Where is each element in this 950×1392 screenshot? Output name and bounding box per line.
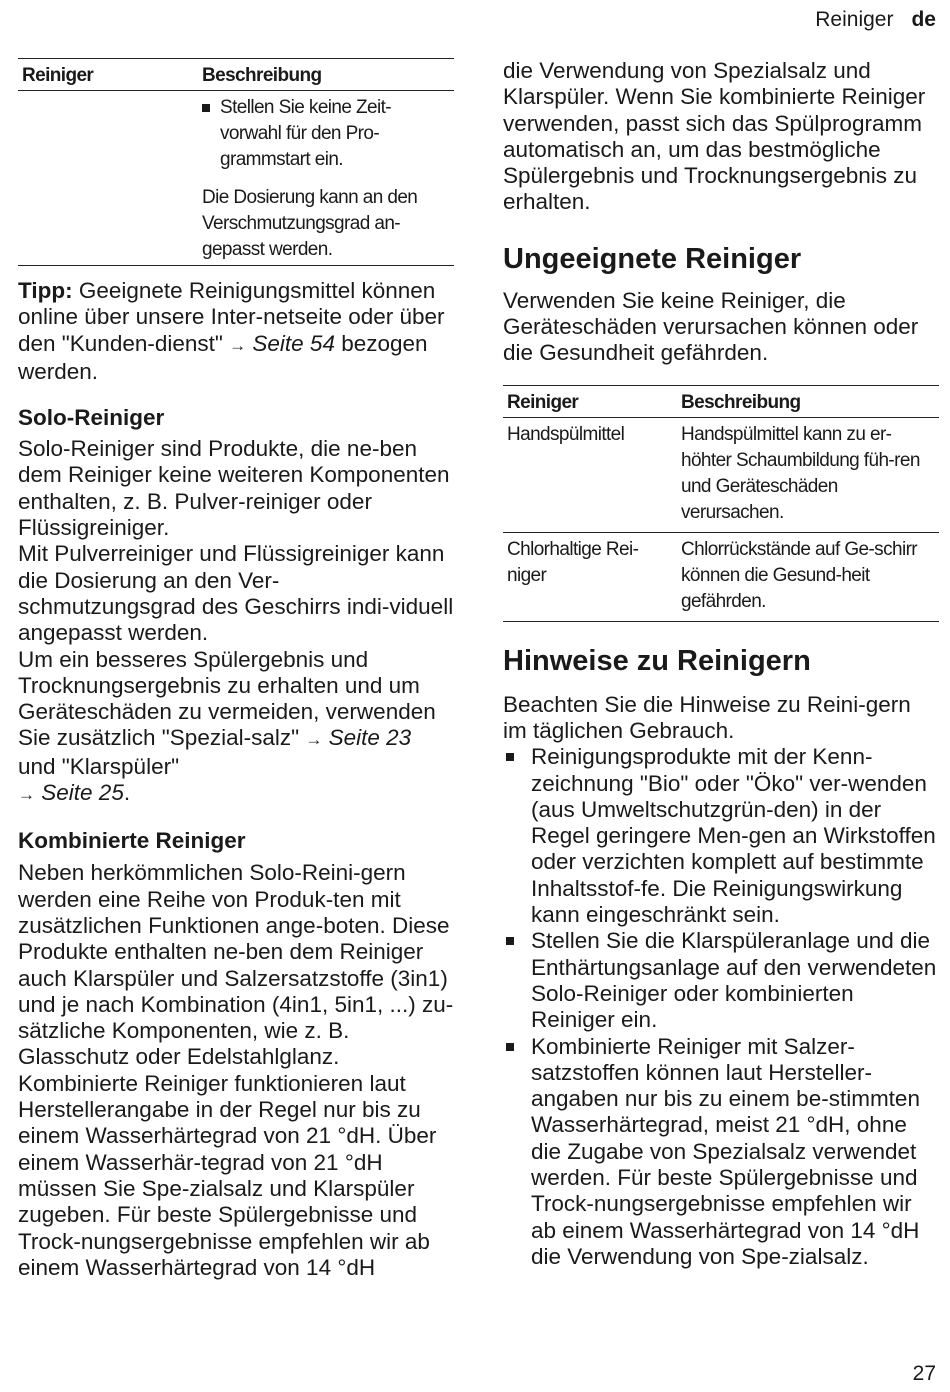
table1-cell-text: Die Dosierung kann an den Verschmutzungsgrad an-gepasst werden. bbox=[198, 181, 454, 266]
hinweise-paragraph: Beachten Sie die Hinweise zu Reini-gern im täglichen Gebrauch. bbox=[503, 691, 911, 743]
table2-row2-name-text: Chlorhaltige Rei-niger bbox=[507, 538, 639, 586]
table2-header-reiniger: Reiniger bbox=[503, 385, 677, 417]
table2-row2-desc: Chlorrückstände auf Ge-schirr können die Gesund-heit gefährden. bbox=[677, 532, 939, 621]
kombi-paragraph-1: Neben herkömmlichen Solo-Reini-gern werden eine Reihe von Produk-ten mit zusätzlichen Funktionen ange-boten. Diese Produkte enthalten ne-ben dem Reiniger auch Klarspüler und Salzersatzstoffe (3in1) und je nach Kombination (4in1, 5in1, ...) zu-sätzliche Komponenten, wie z. B. Glasschutz oder Edelstahlglanz. bbox=[18, 860, 454, 1070]
bullet-square-icon bbox=[202, 104, 210, 112]
table1-cell-empty bbox=[18, 91, 198, 182]
table1-bullet-text: Stellen Sie keine Zeit-vorwahl für den Pro-grammstart ein. bbox=[220, 97, 392, 170]
solo-paragraph-2: Mit Pulverreiniger und Flüssigreiniger kann die Dosierung an den Ver-schmutzungsgrad des Geschirrs indi-viduell angepasst werden. bbox=[18, 541, 454, 646]
solo-paragraph-3 bbox=[18, 647, 454, 809]
table2-row1-desc: Handspülmittel kann zu er-höhter Schaumbildung füh-ren und Geräteschäden verursachen. bbox=[677, 417, 939, 532]
table2-row2-name bbox=[503, 532, 677, 621]
solo-page-ref-1[interactable]: Seite 23 bbox=[328, 725, 412, 751]
arrow-right-icon: → bbox=[229, 335, 247, 355]
tip-label: Tipp: bbox=[18, 278, 73, 303]
table1-header-reiniger: Reiniger bbox=[18, 59, 198, 91]
table2-row1-name: Handspülmittel bbox=[503, 417, 677, 532]
kombi-heading: Kombinierte Reiniger bbox=[18, 828, 246, 854]
kombi-paragraph-2: Kombinierte Reiniger funktionieren laut Herstellerangabe in der Regel nur bis zu einem Wasserhärtegrad von 21 °dH. Über einem Wasserhär-tegrad von 21 °dH müssen Sie Spe-zialsalz und Klarspüler zugeben. Für beste Spülergebnisse und Trock-nungsergebnisse empfehlen wir ab einem Wasserhärtegrad von 14 °dH bbox=[18, 1070, 437, 1280]
list-item: Stellen Sie die Klarspüleranlage und die Enthärtungsanlage auf den verwendeten Solo-Reiniger oder kombinierten Reiniger ein. bbox=[503, 928, 939, 1033]
solo-p3-a: Um ein besseres Spülergebnis und Trocknungsergebnis zu erhalten und um Geräteschäden zu vermeiden, verwenden Sie zusätzlich "Spezial-salz" bbox=[18, 646, 436, 751]
arrow-right-icon: → bbox=[305, 730, 323, 750]
right-column bbox=[503, 58, 939, 1270]
ungeeignet-paragraph: Verwenden Sie keine Reiniger, die Geräteschäden verursachen können oder die Gesundheit gefährden. bbox=[503, 287, 919, 366]
tip-paragraph bbox=[18, 278, 454, 385]
table-row bbox=[503, 417, 939, 532]
running-header bbox=[815, 8, 936, 32]
solo-p3-b: und "Klarspüler" bbox=[18, 753, 180, 779]
solo-page-ref-2[interactable]: Seite 25 bbox=[41, 780, 124, 806]
list-item: Kombinierte Reiniger mit Salzer-satzstoffen können laut Hersteller-angaben nur bis zu einem be-stimmten Wasserhärtegrad, meist 21 °dH, ohne die Zugabe von Spezialsalz verwendet werden. Für beste Spülergebnisse und Trock-nungsergebnisse empfehlen wir ab einem Wasserhärtegrad von 14 °dH die Verwendung von Spe-zialsalz. bbox=[503, 1034, 939, 1271]
continued-paragraph: die Verwendung von Spezialsalz und Klarspüler. Wenn Sie kombinierte Reiniger verwenden, passt sich das Spülprogramm automatisch an, um das bestmögliche Spülergebnis und Trocknungsergebnis zu erhalten. bbox=[503, 58, 926, 215]
solo-paragraph-1: Solo-Reiniger sind Produkte, die ne-ben dem Reiniger keine weiteren Komponenten enthalten, z. B. Pulver-reiniger oder Flüssigreiniger. bbox=[18, 436, 450, 541]
header-section: Reiniger bbox=[815, 8, 894, 31]
tip-page-ref[interactable]: Seite 54 bbox=[252, 330, 335, 356]
table1-cell-empty-2 bbox=[18, 181, 198, 266]
detergent-table-1 bbox=[18, 58, 454, 266]
arrow-right-icon: → bbox=[18, 785, 35, 805]
tip-text: Geeignete Reinigungsmittel können online über unsere Inter-netseite oder über den "Kunden-dienst" bbox=[18, 278, 445, 356]
table1-cell-bullet bbox=[198, 91, 454, 182]
page-number: 27 bbox=[912, 1362, 936, 1385]
table2-header-beschreibung: Beschreibung bbox=[677, 385, 939, 417]
left-column bbox=[18, 58, 454, 1281]
solo-p3-c: . bbox=[123, 780, 131, 806]
list-item: Reinigungsprodukte mit der Kenn-zeichnung "Bio" oder "Öko" ver-wenden (aus Umweltschutzgrün-den) in der Regel geringere Men-gen an Wirkstoffen oder verzichten komplett auf bestimmte Inhaltsstof-fe. Die Reinigungswirkung kann eingeschränkt sein. bbox=[503, 744, 939, 928]
hinweise-list bbox=[503, 744, 939, 1270]
tip-end: bezogen werden. bbox=[18, 330, 428, 384]
hinweise-heading: Hinweise zu Reinigern bbox=[503, 644, 811, 677]
header-language: de bbox=[911, 8, 936, 31]
detergent-table-2 bbox=[503, 385, 939, 622]
table1-header-beschreibung: Beschreibung bbox=[198, 59, 454, 91]
ungeeignet-heading: Ungeeignete Reiniger bbox=[503, 242, 802, 275]
solo-heading: Solo-Reiniger bbox=[18, 405, 165, 431]
table-row bbox=[503, 532, 939, 621]
